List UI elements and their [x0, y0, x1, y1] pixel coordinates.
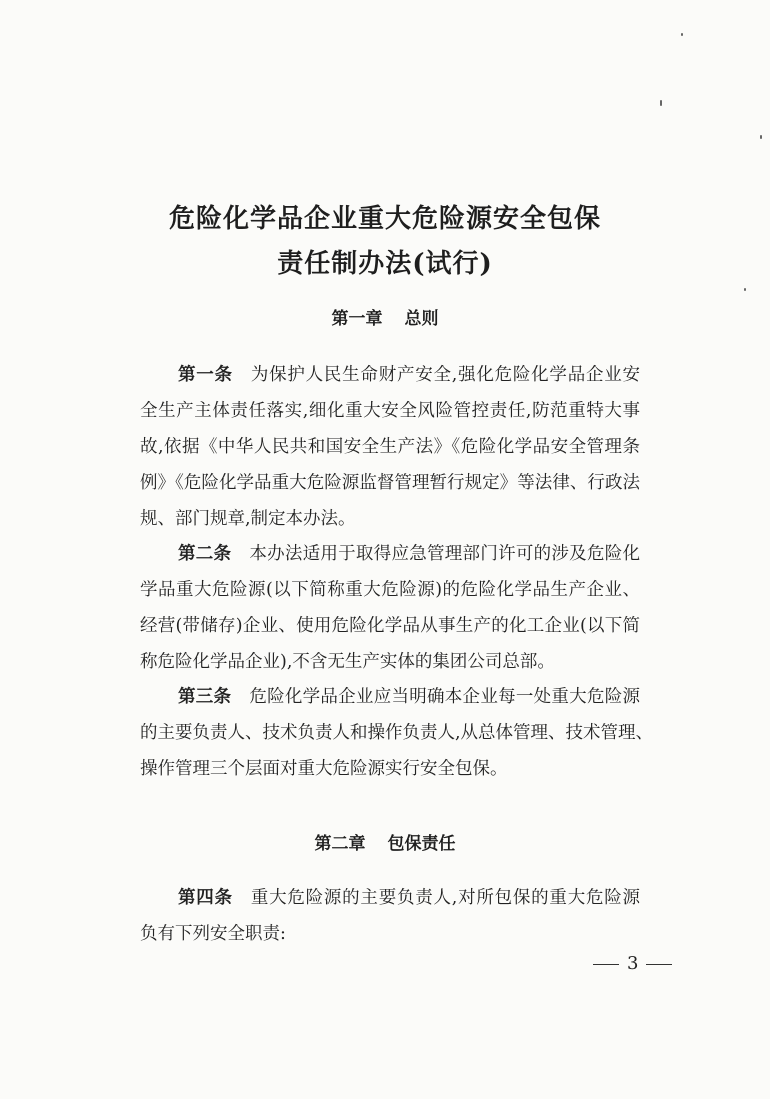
dash-right	[646, 964, 672, 965]
article-text: 本办法适用于取得应急管理部门许可的涉及危险化	[249, 544, 640, 564]
scan-speck	[760, 135, 762, 139]
scan-speck	[660, 100, 662, 106]
document-title-line1: 危险化学品企业重大危险源安全包保	[168, 204, 601, 234]
article-2-line-3: 经营(带储存)企业、使用危险化学品从事生产的化工企业(以下简	[140, 616, 640, 636]
article-text: 危险化学品企业应当明确本企业每一处重大危险源	[249, 687, 640, 707]
article-label: 第一条	[178, 365, 233, 385]
article-text: 为保护人民生命财产安全,强化危险化学品企业安	[250, 365, 641, 385]
article-2-line-1	[178, 536, 640, 572]
dash-left	[593, 964, 619, 965]
chapter-number: 第二章	[314, 834, 366, 854]
document-title-line2: 责任制办法(试行)	[277, 249, 493, 279]
article-3-line-1	[178, 679, 640, 715]
article-1-line-4: 例》《危险化学品重大危险源监督管理暂行规定》等法律、行政法	[140, 473, 640, 493]
article-1-line-2: 全生产主体责任落实,细化重大安全风险管控责任,防范重特大事	[140, 401, 640, 421]
article-1-line-1	[178, 357, 640, 393]
article-label: 第二条	[178, 544, 232, 564]
scan-speck	[681, 33, 683, 36]
article-4-line-1	[178, 880, 640, 916]
article-3-line-2: 的主要负责人、技术负责人和操作负责人,从总体管理、技术管理、	[140, 723, 654, 743]
scan-speck	[744, 288, 746, 291]
article-label: 第四条	[178, 888, 233, 908]
article-2-line-2: 学品重大危险源(以下简称重大危险源)的危险化学品生产企业、	[140, 580, 640, 600]
article-2-line-4: 称危险化学品企业),不含无生产实体的集团公司总部。	[140, 652, 555, 672]
article-text: 重大危险源的主要负责人,对所包保的重大危险源	[250, 888, 641, 908]
article-1-line-5: 规、部门规章,制定本办法。	[140, 509, 356, 529]
page-number-value: 3	[627, 953, 639, 974]
chapter-name: 包保责任	[387, 834, 456, 854]
article-label: 第三条	[178, 687, 232, 707]
chapter-heading-1	[0, 304, 770, 329]
chapter-number: 第一章	[331, 309, 383, 329]
article-1-line-3: 故,依据《中华人民共和国安全生产法》《危险化学品安全管理条	[140, 437, 640, 457]
chapter-name: 总则	[404, 309, 439, 329]
page-number	[585, 953, 680, 974]
chapter-heading-2	[0, 829, 770, 854]
article-4-line-2: 负有下列安全职责:	[140, 924, 286, 944]
article-3-line-3: 操作管理三个层面对重大危险源实行安全包保。	[140, 759, 508, 779]
